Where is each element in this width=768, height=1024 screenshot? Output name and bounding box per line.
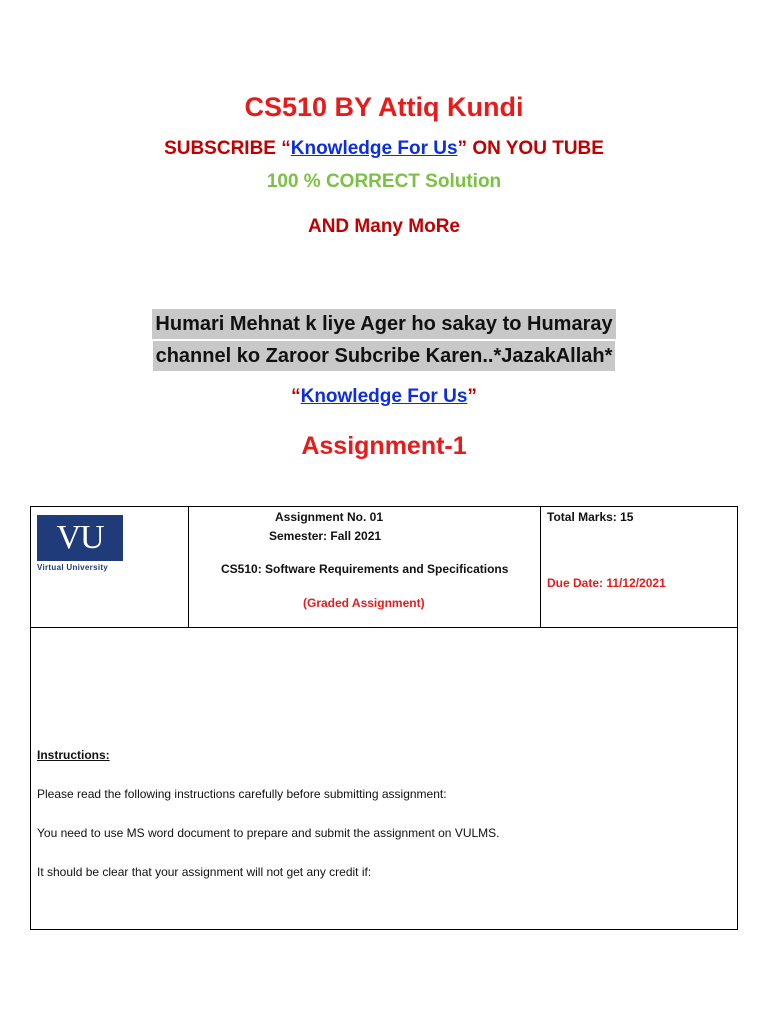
subscribe-suffix: ” ON YOU TUBE <box>457 138 604 159</box>
header-row <box>31 507 737 628</box>
quote-close: ” <box>467 386 477 407</box>
total-marks: Total Marks: 15 <box>547 510 634 524</box>
marks-cell <box>541 507 737 627</box>
subscribe-line <box>0 138 768 160</box>
instruction-line-2: You need to use MS word document to prepare and submit the assignment on VULMS. <box>37 826 500 840</box>
instruction-line-3: It should be clear that your assignment will not get any credit if: <box>37 865 372 879</box>
document-title: CS510 BY Attiq Kundi <box>244 92 524 122</box>
graded-label: (Graded Assignment) <box>303 596 425 610</box>
vu-logo-text: VU <box>56 519 104 556</box>
correct-solution-text: 100 % CORRECT Solution <box>266 171 502 192</box>
assignment-heading: Assignment-1 <box>301 432 467 460</box>
instruction-line-1: Please read the following instructions carefully before submitting assignment: <box>37 787 447 801</box>
course-title: CS510: Software Requirements and Specifications <box>221 562 509 576</box>
course-info-cell <box>189 507 541 627</box>
logo-cell <box>31 507 189 627</box>
assignment-table <box>30 506 738 930</box>
channel-link-2[interactable]: Knowledge For Us <box>300 386 468 407</box>
vu-logo-caption: Virtual University <box>37 563 109 572</box>
assignment-number: Assignment No. 01 <box>275 510 384 524</box>
highlight-message <box>0 308 768 372</box>
highlight-line-2: channel ko Zaroor Subcribe Karen..*JazakAllah* <box>153 341 616 371</box>
channel-link[interactable]: Knowledge For Us <box>290 138 458 159</box>
quote-open: “ <box>291 386 301 407</box>
vu-logo <box>37 515 123 575</box>
subscribe-prefix: SUBSCRIBE “ <box>164 138 291 159</box>
instructions-heading: Instructions: <box>37 748 110 762</box>
highlight-line-1: Humari Mehnat k liye Ager ho sakay to Humaray <box>152 309 615 339</box>
channel-name-line <box>0 386 768 408</box>
many-more-text: AND Many MoRe <box>307 216 460 237</box>
due-date: Due Date: 11/12/2021 <box>547 576 666 590</box>
semester: Semester: Fall 2021 <box>269 529 382 543</box>
